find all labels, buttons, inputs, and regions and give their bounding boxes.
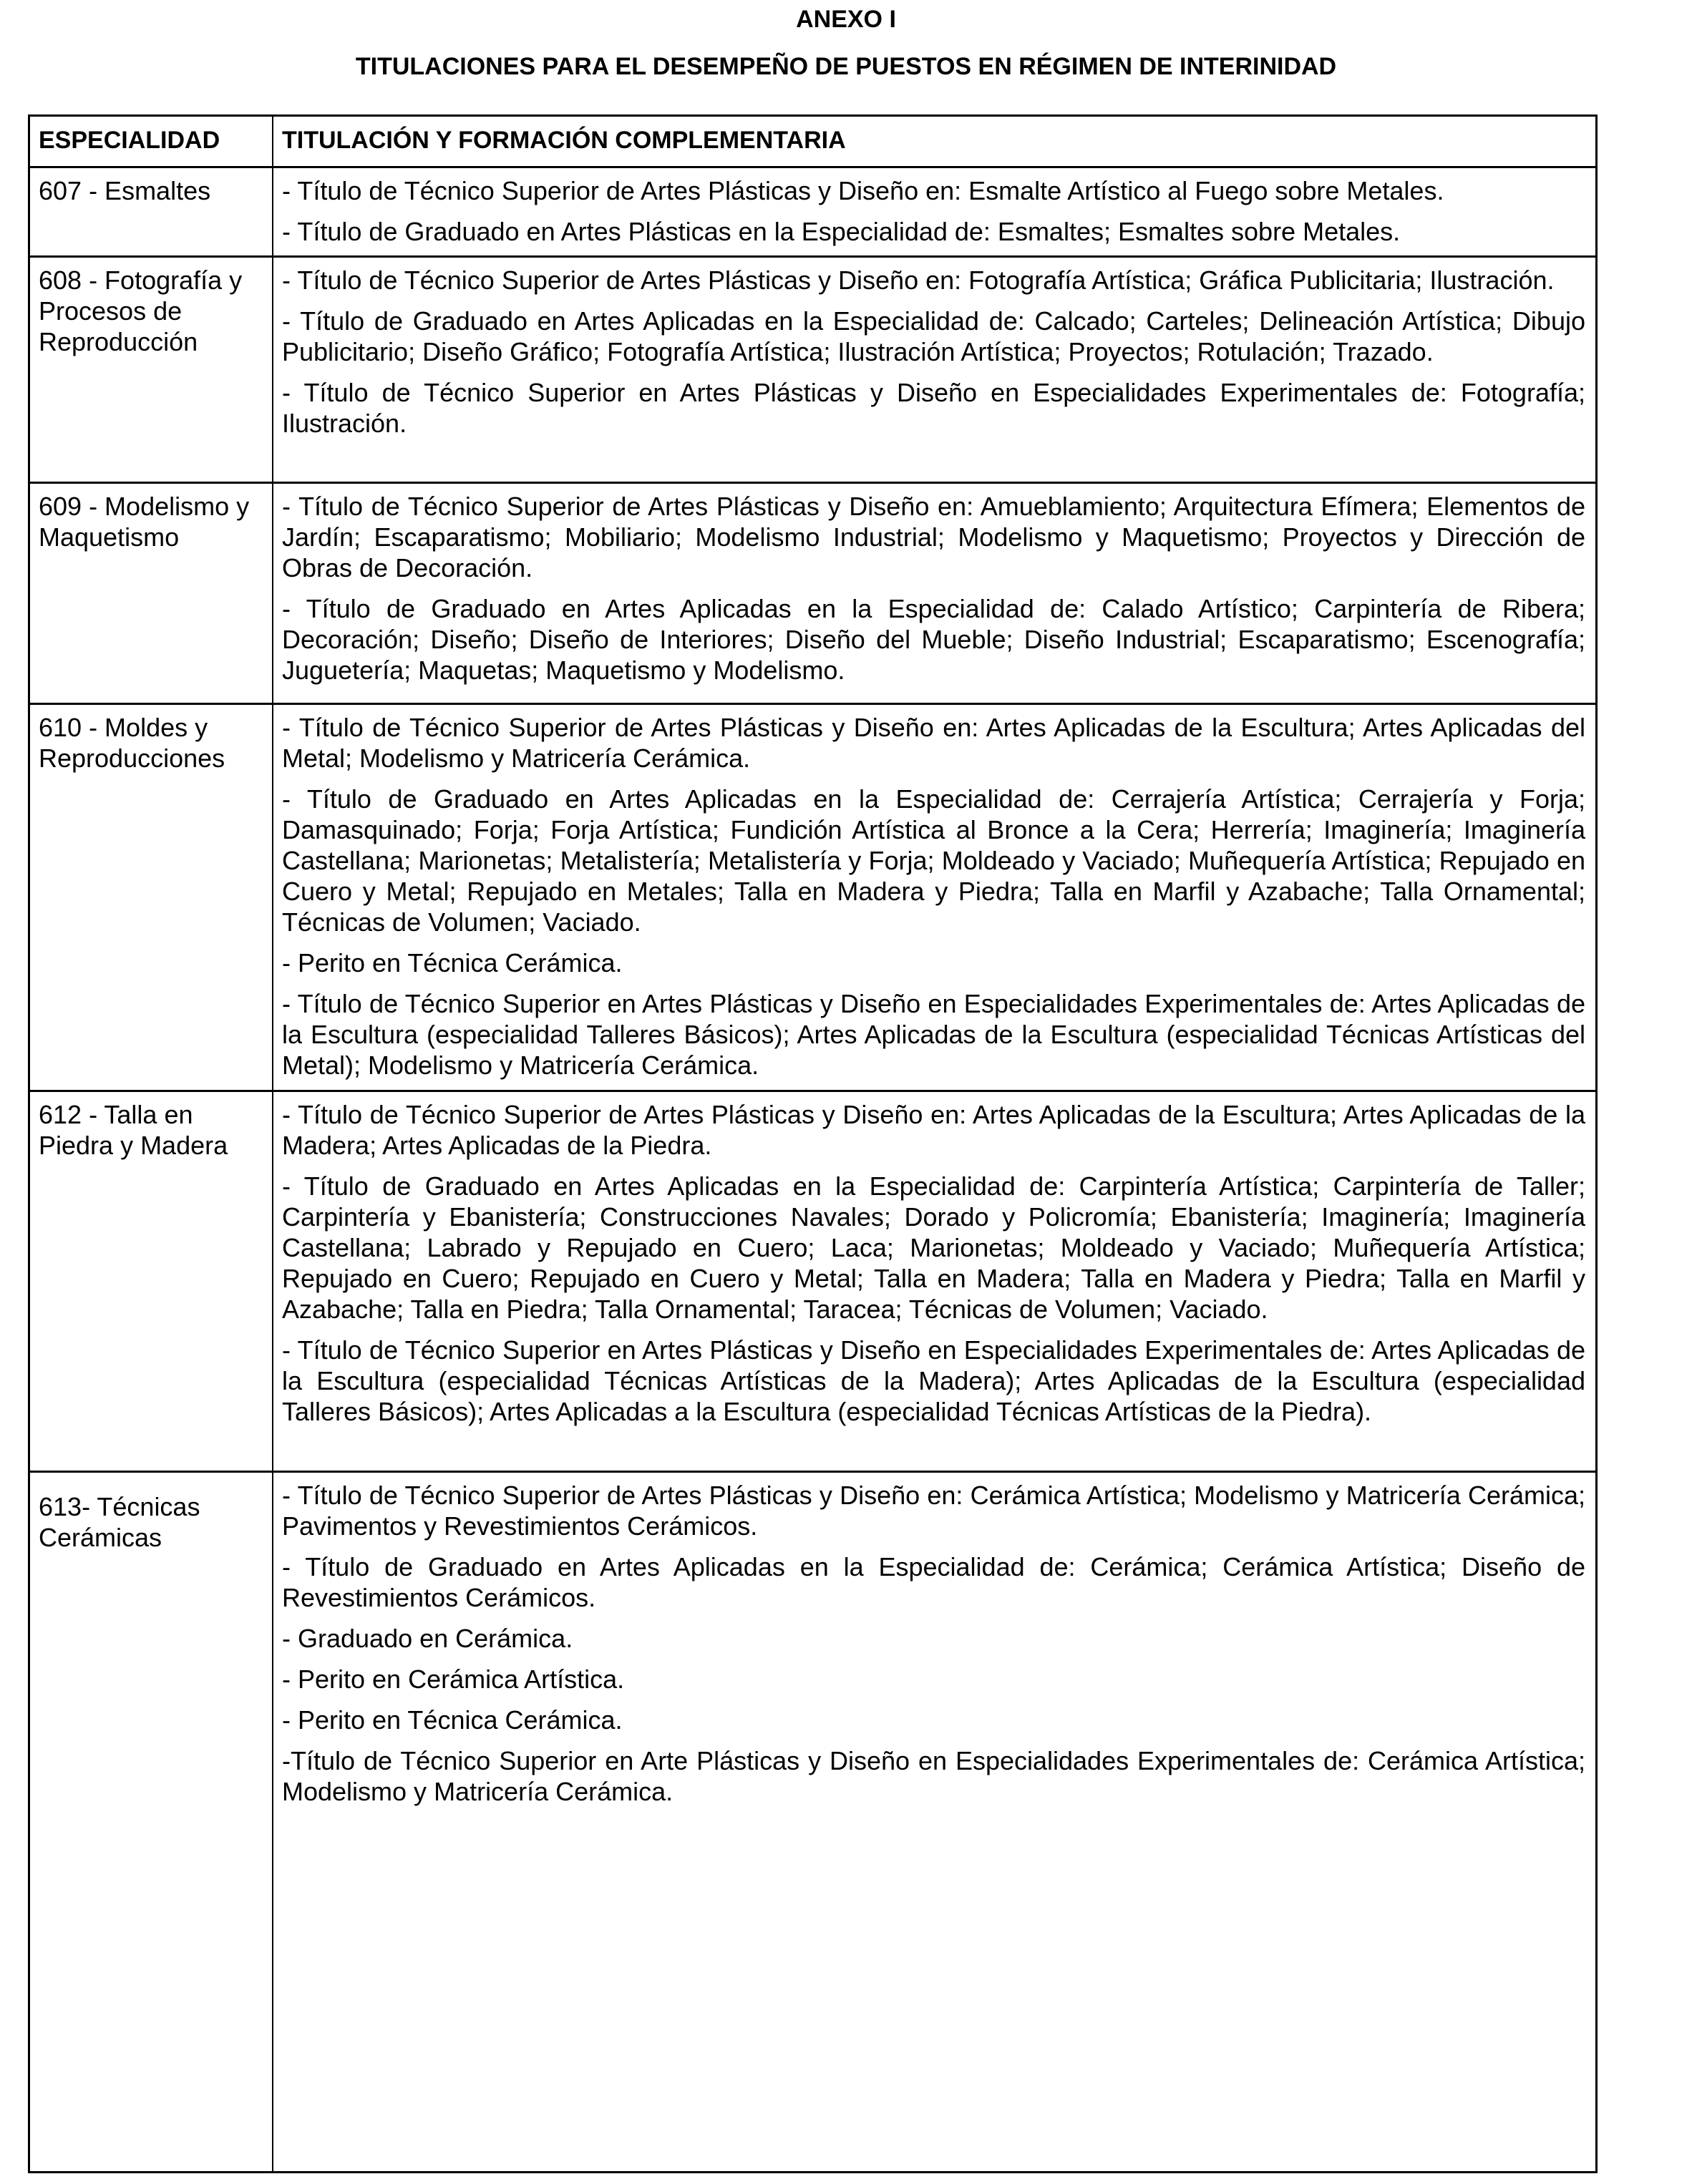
titulacion-item: - Título de Graduado en Artes Plásticas en la Especialidad de: Esmaltes; Esmaltes sobre Metales.: [282, 217, 1401, 246]
titulacion-item: - Título de Técnico Superior de Artes Plásticas y Diseño en: Esmalte Artístico al Fuego sobre Metales.: [282, 176, 1444, 205]
especialidad-cell: 609 - Modelismo y Maquetismo: [30, 484, 273, 703]
titulacion-item: - Título de Graduado en Artes Aplicadas en la Especialidad de: Carpintería Artística; Carpintería de Taller; Carpintería y Ebanistería; Construcciones Navales; Dorado y Policromía; Ebanistería; Imaginería; Imaginería Castellana; Labrado y Repujado en Cuero; Laca; Marionetas; Moldeado y Vaciado; Muñequería Artística; Repujado en Cuero; Repujado en Cuero y Metal; Talla en Madera; Talla en Madera y Piedra; Talla en Marfil y Azabache; Talla en Piedra; Talla Ornamental; Taracea; Técnicas de Volumen; Vaciado.: [282, 1171, 1585, 1324]
especialidad-cell: 607 - Esmaltes: [30, 168, 273, 255]
titulacion-cell: [273, 168, 1595, 255]
table-row: [30, 166, 1595, 255]
titulacion-item: - Graduado en Cerámica.: [282, 1624, 573, 1653]
especialidad-cell: 612 - Talla en Piedra y Madera: [30, 1092, 273, 1471]
especialidad-cell: 608 - Fotografía y Procesos de Reproducción: [30, 258, 273, 482]
titulacion-item: - Título de Técnico Superior en Artes Plásticas y Diseño en Especialidades Experimentales de: Fotografía; Ilustración.: [282, 378, 1585, 438]
table-row: [30, 703, 1595, 1090]
titulacion-item: - Perito en Técnica Cerámica.: [282, 1705, 623, 1735]
titulacion-cell: [273, 484, 1595, 703]
titulacion-cell: [273, 258, 1595, 482]
table-row: [30, 1471, 1595, 2171]
titulaciones-table: [28, 114, 1598, 2173]
titulacion-item: - Perito en Técnica Cerámica.: [282, 948, 623, 978]
titulacion-item: - Título de Técnico Superior de Artes Plásticas y Diseño en: Artes Aplicadas de la Escultura; Artes Aplicadas de la Madera; Artes Aplicadas de la Piedra.: [282, 1100, 1585, 1160]
titulacion-item: - Título de Graduado en Artes Aplicadas en la Especialidad de: Cerámica; Cerámica Artística; Diseño de Revestimientos Cerámicos.: [282, 1552, 1585, 1612]
table-row: [30, 255, 1595, 482]
titulacion-item: - Perito en Cerámica Artística.: [282, 1664, 625, 1694]
titulacion-item: - Título de Graduado en Artes Aplicadas en la Especialidad de: Calado Artístico; Carpintería de Ribera; Decoración; Diseño; Diseño de Interiores; Diseño del Mueble; Diseño Industrial; Escaparatismo; Escenografía; Juguetería; Maquetas; Maquetismo y Modelismo.: [282, 594, 1585, 685]
titulacion-item: - Título de Graduado en Artes Aplicadas en la Especialidad de: Calcado; Carteles; Delineación Artística; Dibujo Publicitario; Diseño Gráfico; Fotografía Artística; Ilustración Artística; Proyectos; Rotulación; Trazado.: [282, 306, 1585, 366]
titulacion-item: - Título de Técnico Superior en Artes Plásticas y Diseño en Especialidades Experimentales de: Artes Aplicadas de la Escultura (especialidad Técnicas Artísticas de la Madera); Artes Aplicadas de la Escultura (especialidad Talleres Básicos); Artes Aplicadas a la Escultura (especialidad Técnicas Artísticas de la Piedra).: [282, 1335, 1585, 1426]
titulacion-item: -Título de Técnico Superior en Arte Plásticas y Diseño en Especialidades Experimentales de: Cerámica Artística; Modelismo y Matricería Cerámica.: [282, 1746, 1585, 1806]
titulacion-item: - Título de Técnico Superior de Artes Plásticas y Diseño en: Artes Aplicadas de la Escultura; Artes Aplicadas del Metal; Modelismo y Matricería Cerámica.: [282, 713, 1585, 773]
annex-subtitle: TITULACIONES PARA EL DESEMPEÑO DE PUESTOS EN RÉGIMEN DE INTERINIDAD: [355, 53, 1337, 80]
column-header-titulacion: TITULACIÓN Y FORMACIÓN COMPLEMENTARIA: [282, 127, 846, 154]
table-header-row: [30, 117, 1595, 166]
titulacion-item: - Título de Técnico Superior de Artes Plásticas y Diseño en: Cerámica Artística; Modelismo y Matricería Cerámica; Pavimentos y Revestimientos Cerámicos.: [282, 1481, 1585, 1541]
titulacion-cell: [273, 705, 1595, 1090]
especialidad-cell: 613- Técnicas Cerámicas: [30, 1473, 273, 2171]
titulacion-item: - Título de Técnico Superior de Artes Plásticas y Diseño en: Amueblamiento; Arquitectura Efímera; Elementos de Jardín; Escaparatismo; Mobiliario; Modelismo Industrial; Modelismo y Maquetismo; Proyectos y Dirección de Obras de Decoración.: [282, 492, 1585, 582]
titulacion-cell: [273, 1092, 1595, 1471]
titulacion-item: - Título de Técnico Superior en Artes Plásticas y Diseño en Especialidades Experimentales de: Artes Aplicadas de la Escultura (especialidad Talleres Básicos); Artes Aplicadas de la Escultura (especialidad Técnicas Artísticas del Metal); Modelismo y Matricería Cerámica.: [282, 989, 1585, 1080]
titulacion-item: - Título de Graduado en Artes Aplicadas en la Especialidad de: Cerrajería Artística; Cerrajería y Forja; Damasquinado; Forja; Forja Artística; Fundición Artística al Bronce a la Cera; Herrería; Imaginería; Imaginería Castellana; Marionetas; Metalistería; Metalistería y Forja; Moldeado y Vaciado; Muñequería Artística; Repujado en Cuero y Metal; Repujado en Metales; Talla en Madera y Piedra; Talla en Marfil y Azabache; Talla Ornamental; Técnicas de Volumen; Vaciado.: [282, 784, 1585, 937]
annex-title: ANEXO I: [796, 6, 896, 33]
table-row: [30, 1090, 1595, 1471]
column-header-especialidad: ESPECIALIDAD: [30, 117, 273, 166]
especialidad-cell: 610 - Moldes y Reproducciones: [30, 705, 273, 1090]
table-row: [30, 482, 1595, 703]
titulacion-cell: [273, 1473, 1595, 2171]
titulacion-item: - Título de Técnico Superior de Artes Plásticas y Diseño en: Fotografía Artística; Gráfica Publicitaria; Ilustración.: [282, 265, 1555, 295]
